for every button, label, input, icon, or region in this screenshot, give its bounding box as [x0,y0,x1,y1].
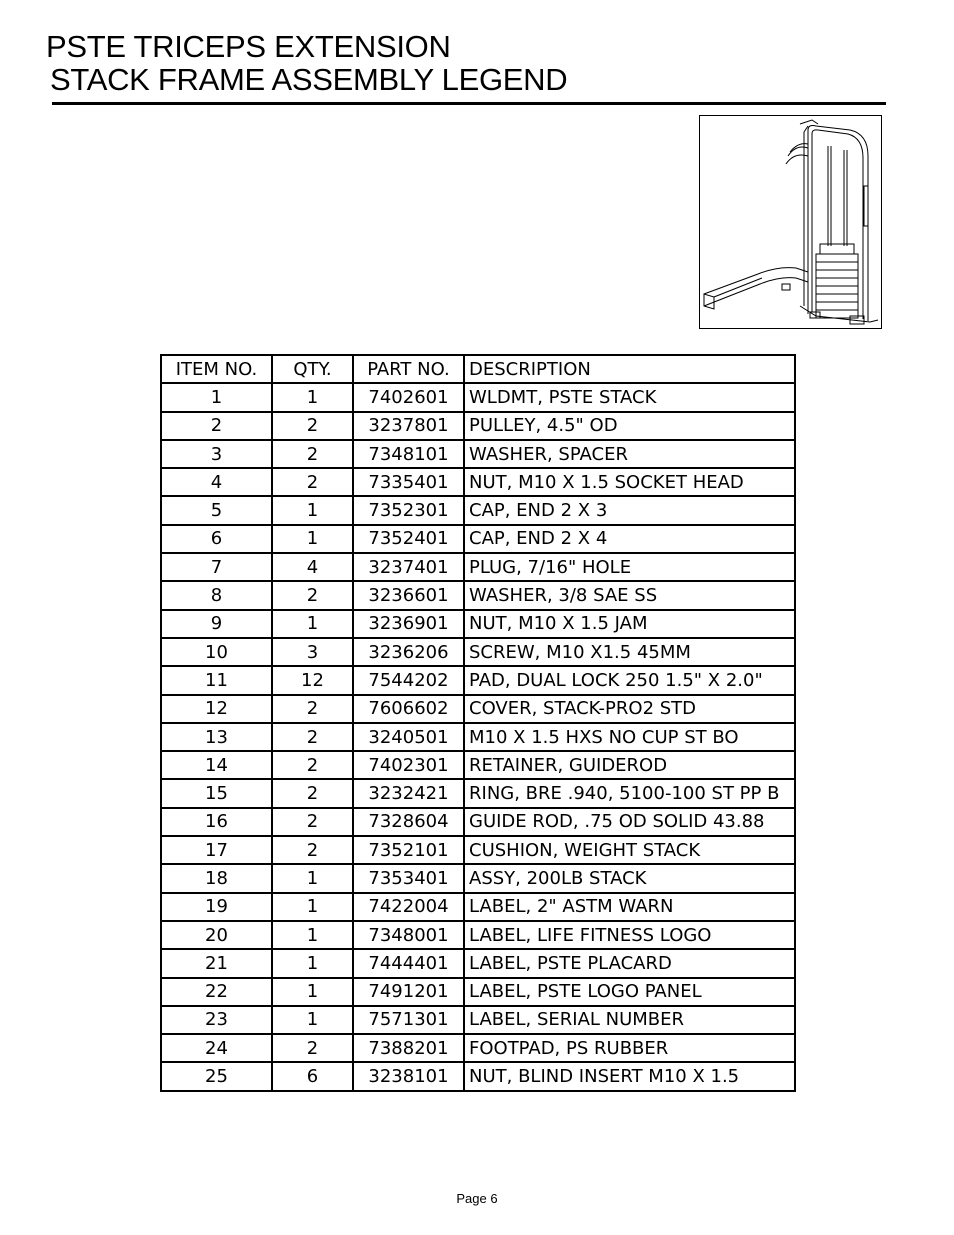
cell-item-no: 11 [161,666,272,694]
stack-frame-illustration [699,115,882,329]
header-description: DESCRIPTION [464,355,795,383]
cell-part-no: 7422004 [353,893,464,921]
table-row [161,666,795,694]
cell-item-no: 16 [161,808,272,836]
cell-part-no: 3236601 [353,581,464,609]
cell-part-no: 7491201 [353,978,464,1006]
header-part-no: PART NO. [353,355,464,383]
header-item-no: ITEM NO. [161,355,272,383]
cell-item-no: 10 [161,638,272,666]
table-row [161,921,795,949]
cell-description: WASHER, 3/8 SAE SS [464,581,795,609]
table-row [161,468,795,496]
cell-item-no: 15 [161,779,272,807]
title-line-2: STACK FRAME ASSEMBLY LEGEND [50,62,568,97]
cell-description: NUT, BLIND INSERT M10 X 1.5 [464,1062,795,1090]
cell-qty: 1 [272,610,353,638]
cell-item-no: 1 [161,383,272,411]
cell-item-no: 7 [161,553,272,581]
table-row [161,723,795,751]
table-row [161,1062,795,1090]
cell-description: LABEL, 2" ASTM WARN [464,893,795,921]
cell-item-no: 19 [161,893,272,921]
table-row [161,412,795,440]
cell-qty: 2 [272,808,353,836]
cell-description: WLDMT, PSTE STACK [464,383,795,411]
cell-description: M10 X 1.5 HXS NO CUP ST BO [464,723,795,751]
cell-qty: 3 [272,638,353,666]
table-row [161,553,795,581]
cell-description: NUT, M10 X 1.5 SOCKET HEAD [464,468,795,496]
cell-item-no: 24 [161,1034,272,1062]
cell-item-no: 22 [161,978,272,1006]
cell-qty: 1 [272,496,353,524]
cell-part-no: 3232421 [353,779,464,807]
cell-qty: 1 [272,1006,353,1034]
cell-part-no: 7352101 [353,836,464,864]
cell-part-no: 7402301 [353,751,464,779]
cell-qty: 1 [272,864,353,892]
cell-item-no: 3 [161,440,272,468]
cell-qty: 2 [272,695,353,723]
cell-qty: 2 [272,751,353,779]
cell-item-no: 25 [161,1062,272,1090]
cell-description: CAP, END 2 X 3 [464,496,795,524]
cell-part-no: 7352401 [353,525,464,553]
cell-description: ASSY, 200LB STACK [464,864,795,892]
cell-description: COVER, STACK-PRO2 STD [464,695,795,723]
cell-description: PULLEY, 4.5" OD [464,412,795,440]
cell-qty: 1 [272,921,353,949]
stack-frame-drawing [700,116,883,330]
cell-part-no: 7328604 [353,808,464,836]
cell-qty: 2 [272,723,353,751]
cell-item-no: 13 [161,723,272,751]
cell-qty: 2 [272,440,353,468]
cell-item-no: 18 [161,864,272,892]
cell-part-no: 3237801 [353,412,464,440]
cell-part-no: 7352301 [353,496,464,524]
cell-item-no: 9 [161,610,272,638]
cell-part-no: 3236206 [353,638,464,666]
page-title [46,30,567,96]
table-row [161,1006,795,1034]
table-row [161,1034,795,1062]
cell-description: LABEL, PSTE LOGO PANEL [464,978,795,1006]
cell-part-no: 7544202 [353,666,464,694]
cell-description: GUIDE ROD, .75 OD SOLID 43.88 [464,808,795,836]
cell-description: LABEL, LIFE FITNESS LOGO [464,921,795,949]
cell-description: WASHER, SPACER [464,440,795,468]
table-row [161,638,795,666]
table-header-row [161,355,795,383]
cell-description: LABEL, SERIAL NUMBER [464,1006,795,1034]
table-row [161,978,795,1006]
table-row [161,496,795,524]
cell-description: NUT, M10 X 1.5 JAM [464,610,795,638]
cell-item-no: 6 [161,525,272,553]
cell-item-no: 17 [161,836,272,864]
cell-qty: 6 [272,1062,353,1090]
cell-part-no: 3238101 [353,1062,464,1090]
cell-qty: 2 [272,412,353,440]
cell-qty: 2 [272,1034,353,1062]
cell-item-no: 21 [161,949,272,977]
cell-qty: 4 [272,553,353,581]
table-row [161,864,795,892]
table-body [161,383,795,1090]
cell-item-no: 2 [161,412,272,440]
table-row [161,779,795,807]
cell-description: SCREW, M10 X1.5 45MM [464,638,795,666]
table-row [161,610,795,638]
header-qty: QTY. [272,355,353,383]
page-number: Page 6 [456,1191,498,1206]
cell-qty: 1 [272,383,353,411]
cell-item-no: 5 [161,496,272,524]
table-row [161,808,795,836]
table-row [161,836,795,864]
cell-part-no: 7606602 [353,695,464,723]
cell-qty: 2 [272,468,353,496]
cell-description: FOOTPAD, PS RUBBER [464,1034,795,1062]
cell-item-no: 8 [161,581,272,609]
cell-item-no: 14 [161,751,272,779]
cell-qty: 2 [272,836,353,864]
cell-part-no: 3237401 [353,553,464,581]
cell-qty: 1 [272,525,353,553]
cell-part-no: 7388201 [353,1034,464,1062]
cell-qty: 2 [272,581,353,609]
cell-part-no: 7353401 [353,864,464,892]
cell-description: PAD, DUAL LOCK 250 1.5" X 2.0" [464,666,795,694]
cell-item-no: 20 [161,921,272,949]
table-row [161,893,795,921]
cell-qty: 12 [272,666,353,694]
table-row [161,581,795,609]
cell-qty: 2 [272,779,353,807]
cell-description: CUSHION, WEIGHT STACK [464,836,795,864]
cell-part-no: 7571301 [353,1006,464,1034]
cell-item-no: 12 [161,695,272,723]
cell-item-no: 4 [161,468,272,496]
cell-description: RING, BRE .940, 5100-100 ST PP B [464,779,795,807]
table-row [161,751,795,779]
table-row [161,695,795,723]
cell-part-no: 7335401 [353,468,464,496]
table-row [161,440,795,468]
cell-part-no: 7402601 [353,383,464,411]
cell-part-no: 7444401 [353,949,464,977]
cell-qty: 1 [272,893,353,921]
cell-part-no: 3240501 [353,723,464,751]
cell-part-no: 3236901 [353,610,464,638]
cell-description: PLUG, 7/16" HOLE [464,553,795,581]
table-row [161,383,795,411]
title-line-1: PSTE TRICEPS EXTENSION [46,29,451,64]
cell-description: CAP, END 2 X 4 [464,525,795,553]
cell-description: LABEL, PSTE PLACARD [464,949,795,977]
parts-legend-table [160,354,796,1092]
table-row [161,525,795,553]
table-row [161,949,795,977]
cell-item-no: 23 [161,1006,272,1034]
cell-qty: 1 [272,978,353,1006]
title-rule [52,102,886,105]
cell-part-no: 7348001 [353,921,464,949]
cell-part-no: 7348101 [353,440,464,468]
cell-qty: 1 [272,949,353,977]
cell-description: RETAINER, GUIDEROD [464,751,795,779]
